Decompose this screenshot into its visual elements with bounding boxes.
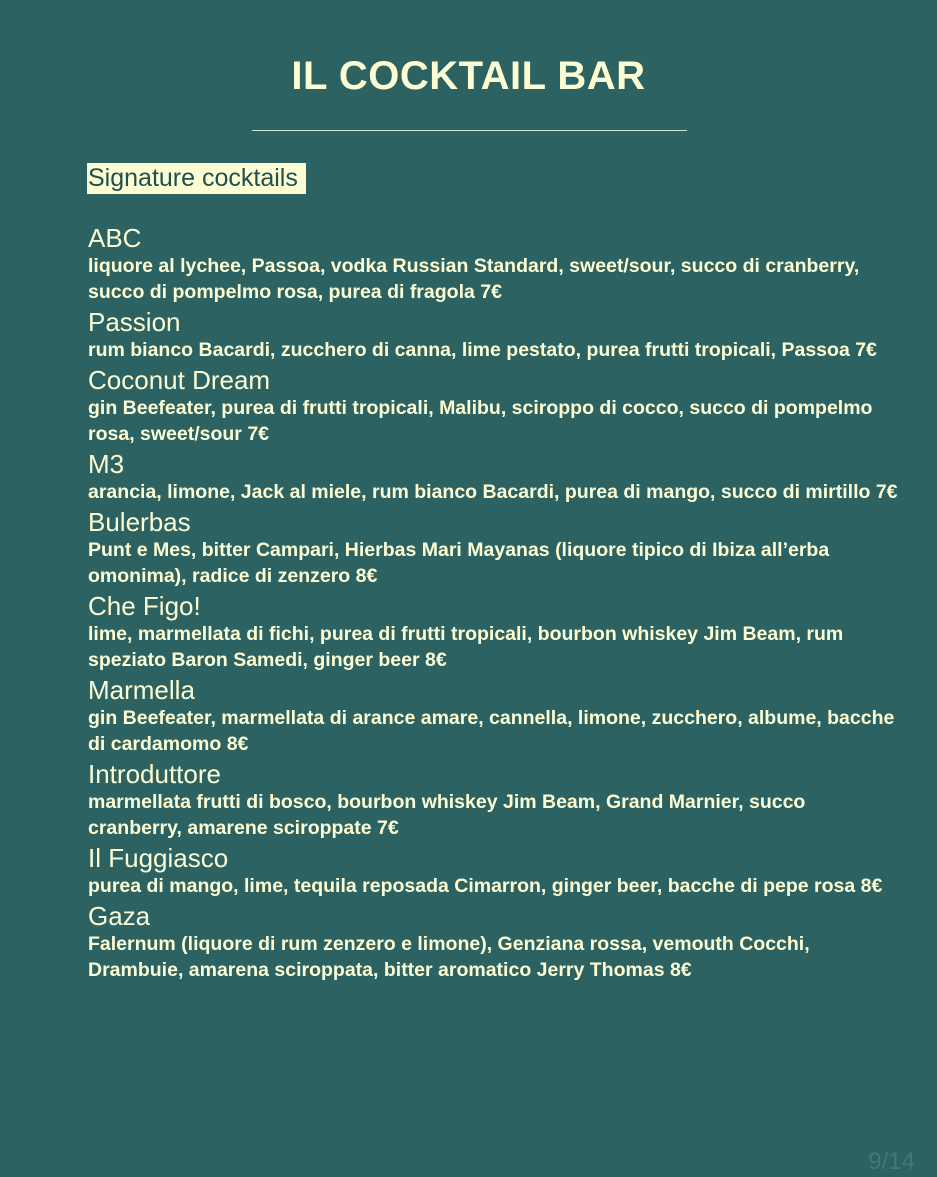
item-name: Gaza <box>88 901 151 931</box>
menu-item-introduttore <box>88 758 898 841</box>
menu-item-marmella <box>88 674 898 757</box>
cocktail-list <box>88 222 898 984</box>
item-name: Che Figo! <box>88 591 201 621</box>
item-description: arancia, limone, Jack al miele, rum bianco Bacardi, purea di mango, succo di mirtillo 7€ <box>88 481 898 503</box>
menu-item-gaza <box>88 900 898 983</box>
menu-item-bulerbas <box>88 506 898 589</box>
item-name: Passion <box>88 307 181 337</box>
menu-item-coconut-dream <box>88 364 898 447</box>
menu-item-che-figo <box>88 590 898 673</box>
item-name: Bulerbas <box>88 507 191 537</box>
item-description: Falernum (liquore di rum zenzero e limone), Genziana rossa, vemouth Cocchi, Drambuie, amarena sciroppata, bitter aromatico Jerry Thomas 8€ <box>88 933 810 981</box>
menu-item-passion <box>88 306 898 363</box>
item-name: M3 <box>88 449 125 479</box>
menu-item-il-fuggiasco <box>88 842 898 899</box>
item-name: Il Fuggiasco <box>88 843 229 873</box>
item-description: gin Beefeater, marmellata di arance amare, cannella, limone, zucchero, albume, bacche di cardamomo 8€ <box>88 707 895 755</box>
item-name: ABC <box>88 223 142 253</box>
item-name: Marmella <box>88 675 195 705</box>
item-description: rum bianco Bacardi, zucchero di canna, lime pestato, purea frutti tropicali, Passoa 7€ <box>88 339 877 361</box>
menu-item-m3 <box>88 448 898 505</box>
page-title: IL COCKTAIL BAR <box>291 54 646 98</box>
item-description: purea di mango, lime, tequila reposada Cimarron, ginger beer, bacche di pepe rosa 8€ <box>88 875 883 897</box>
section-label: Signature cocktails <box>87 163 306 194</box>
menu-item-abc <box>88 222 898 305</box>
item-description: gin Beefeater, purea di frutti tropicali, Malibu, sciroppo di cocco, succo di pompelmo rosa, sweet/sour 7€ <box>88 397 873 445</box>
item-description: Punt e Mes, bitter Campari, Hierbas Mari Mayanas (liquore tipico di Ibiza all’erba omonima), radice di zenzero 8€ <box>88 539 830 587</box>
item-description: liquore al lychee, Passoa, vodka Russian Standard, sweet/sour, succo di cranberry, succo di pompelmo rosa, purea di fragola 7€ <box>88 255 860 303</box>
item-name: Introduttore <box>88 759 221 789</box>
item-description: marmellata frutti di bosco, bourbon whiskey Jim Beam, Grand Marnier, succo cranberry, amarene sciroppate 7€ <box>88 791 806 839</box>
title-divider <box>252 130 687 131</box>
page-indicator: 9/14 <box>868 1148 915 1175</box>
item-description: lime, marmellata di fichi, purea di frutti tropicali, bourbon whiskey Jim Beam, rum speziato Baron Samedi, ginger beer 8€ <box>88 623 844 671</box>
item-name: Coconut Dream <box>88 365 271 395</box>
